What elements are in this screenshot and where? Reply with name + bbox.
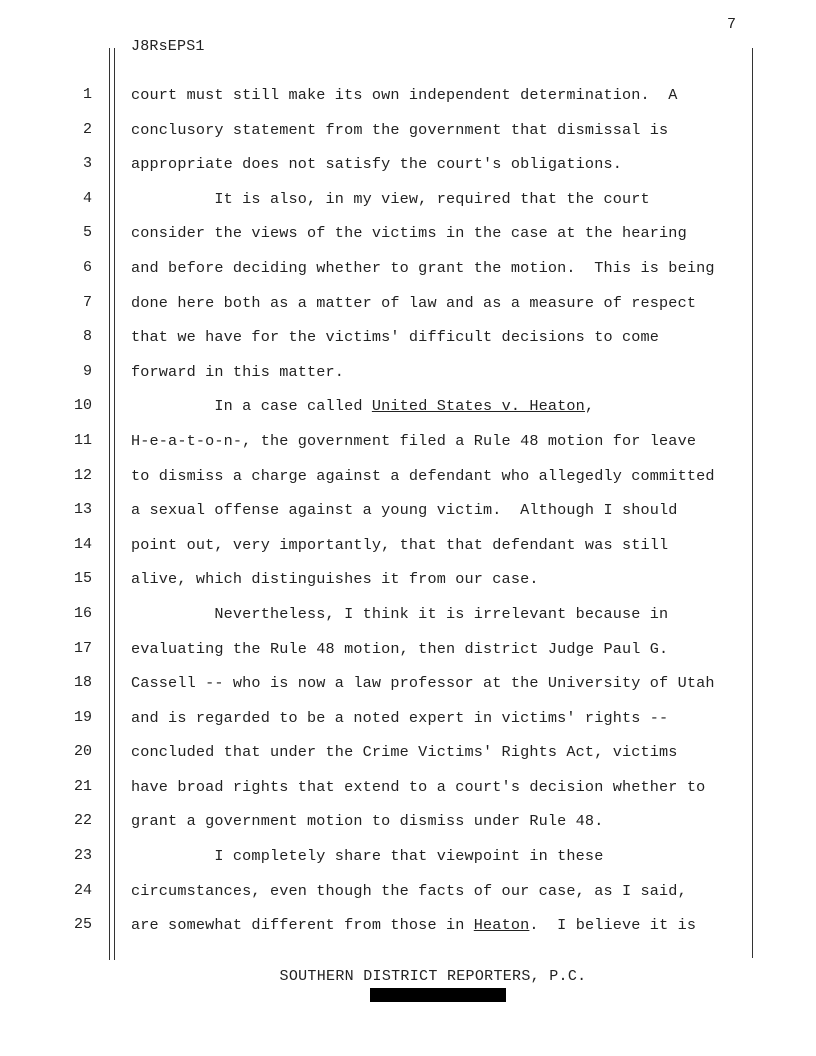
line-text	[131, 640, 668, 658]
transcript-line	[0, 493, 816, 528]
line-text	[131, 294, 696, 312]
line-text	[131, 328, 659, 346]
transcript-line	[0, 770, 816, 805]
line-text	[131, 501, 678, 519]
text-segment: court must still make its own independent determination. A	[131, 86, 678, 104]
transcript-line	[0, 182, 816, 217]
text-segment: appropriate does not satisfy the court's obligations.	[131, 155, 622, 174]
line-number: 3	[82, 155, 92, 173]
line-number: 25	[73, 916, 92, 934]
page-number: 7	[726, 16, 736, 33]
line-number: 24	[73, 881, 92, 899]
line-text	[131, 467, 715, 485]
line-text	[131, 709, 668, 727]
text-segment: and is regarded to be a noted expert in victims' rights --	[131, 708, 669, 727]
line-text	[131, 536, 668, 554]
transcript-line	[0, 424, 816, 459]
line-number: 14	[73, 535, 92, 553]
text-segment: In a case called	[131, 397, 372, 416]
transcript-line	[0, 459, 816, 494]
line-text	[131, 224, 687, 242]
text-segment: and before deciding whether to grant the motion. This is being	[131, 258, 715, 277]
text-segment: point out, very importantly, that that defendant was still	[131, 535, 669, 554]
transcript-line	[0, 562, 816, 597]
line-text	[131, 432, 696, 450]
line-text	[131, 397, 594, 415]
text-segment: have broad rights that extend to a court's decision whether to	[131, 777, 706, 796]
line-number: 23	[73, 847, 92, 865]
transcript-line	[0, 632, 816, 667]
transcript-line	[0, 804, 816, 839]
line-text	[131, 847, 603, 865]
line-number: 17	[73, 639, 92, 657]
text-segment: forward in this matter.	[131, 362, 345, 381]
text-segment: done here both as a matter of law and as a measure of respect	[131, 293, 697, 312]
transcript-line	[0, 389, 816, 424]
line-text	[131, 812, 603, 830]
line-text	[131, 916, 696, 934]
text-segment: grant a government motion to dismiss under Rule 48.	[131, 812, 604, 831]
line-number: 7	[82, 293, 92, 311]
footer-reporter: SOUTHERN DISTRICT REPORTERS, P.C.	[279, 968, 587, 985]
line-number: 10	[73, 397, 92, 415]
line-number: 19	[73, 708, 92, 726]
text-segment: evaluating the Rule 48 motion, then district Judge Paul G.	[131, 639, 669, 658]
line-text	[131, 605, 668, 623]
line-text	[131, 121, 668, 139]
line-text	[131, 778, 705, 796]
line-number: 18	[73, 674, 92, 692]
line-number: 2	[82, 120, 92, 138]
line-text	[131, 155, 622, 173]
line-number: 22	[73, 812, 92, 830]
line-number: 21	[73, 777, 92, 795]
transcript-line	[0, 320, 816, 355]
line-text	[131, 259, 715, 277]
transcript-line	[0, 597, 816, 632]
text-segment: H-e-a-t-o-n-, the government filed a Rule 48 motion for leave	[131, 431, 697, 450]
transcript-line	[0, 701, 816, 736]
text-segment: . I believe it is	[529, 916, 697, 935]
redaction-bar	[370, 988, 506, 1002]
line-number: 16	[73, 604, 92, 622]
line-number: 4	[82, 189, 92, 207]
line-number: 20	[73, 743, 92, 761]
line-text	[131, 363, 344, 381]
transcript-line	[0, 355, 816, 390]
text-segment: alive, which distinguishes it from our case.	[131, 570, 539, 589]
line-number: 11	[73, 431, 92, 449]
transcript-lines	[0, 78, 816, 943]
transcript-line	[0, 735, 816, 770]
line-text	[131, 86, 678, 104]
text-segment: concluded that under the Crime Victims' Rights Act, victims	[131, 743, 678, 762]
text-segment: a sexual offense against a young victim. Although I should	[131, 501, 678, 520]
text-segment: to dismiss a charge against a defendant who allegedly committed	[131, 466, 715, 485]
text-segment: ,	[584, 397, 595, 416]
line-number: 15	[73, 570, 92, 588]
transcript-line	[0, 839, 816, 874]
text-segment: Cassell -- who is now a law professor at the University of Utah	[131, 674, 715, 693]
transcript-line	[0, 874, 816, 909]
line-number: 5	[82, 224, 92, 242]
text-segment: conclusory statement from the government that dismissal is	[131, 120, 669, 139]
transcript-line	[0, 528, 816, 563]
line-number: 1	[82, 86, 92, 103]
transcript-line	[0, 908, 816, 943]
line-number: 8	[82, 328, 92, 346]
line-text	[131, 190, 650, 208]
line-text	[131, 743, 678, 761]
text-segment: that we have for the victims' difficult decisions to come	[131, 328, 660, 347]
transcript-line	[0, 147, 816, 182]
transcript-line	[0, 286, 816, 321]
transcript-line	[0, 666, 816, 701]
line-text	[131, 674, 715, 692]
line-text	[131, 882, 687, 900]
line-number: 13	[73, 501, 92, 519]
text-segment: circumstances, even though the facts of our case, as I said,	[131, 881, 687, 900]
transcript-line	[0, 216, 816, 251]
transcript-line	[0, 251, 816, 286]
line-number: 6	[82, 258, 92, 276]
case-name-citation: United States v. Heaton	[371, 397, 585, 416]
line-number: 9	[82, 362, 92, 380]
text-segment: Nevertheless, I think it is irrelevant because in	[131, 604, 669, 623]
text-segment: It is also, in my view, required that the court	[131, 189, 650, 208]
transcript-line	[0, 113, 816, 148]
text-segment: I completely share that viewpoint in these	[131, 847, 604, 866]
line-text	[131, 570, 539, 588]
text-segment: are somewhat different from those in	[131, 916, 474, 935]
case-id: J8RsEPS1	[131, 38, 205, 55]
case-name-citation: Heaton	[473, 916, 530, 935]
text-segment: consider the views of the victims in the case at the hearing	[131, 224, 687, 243]
transcript-line	[0, 78, 816, 113]
line-number: 12	[73, 466, 92, 484]
